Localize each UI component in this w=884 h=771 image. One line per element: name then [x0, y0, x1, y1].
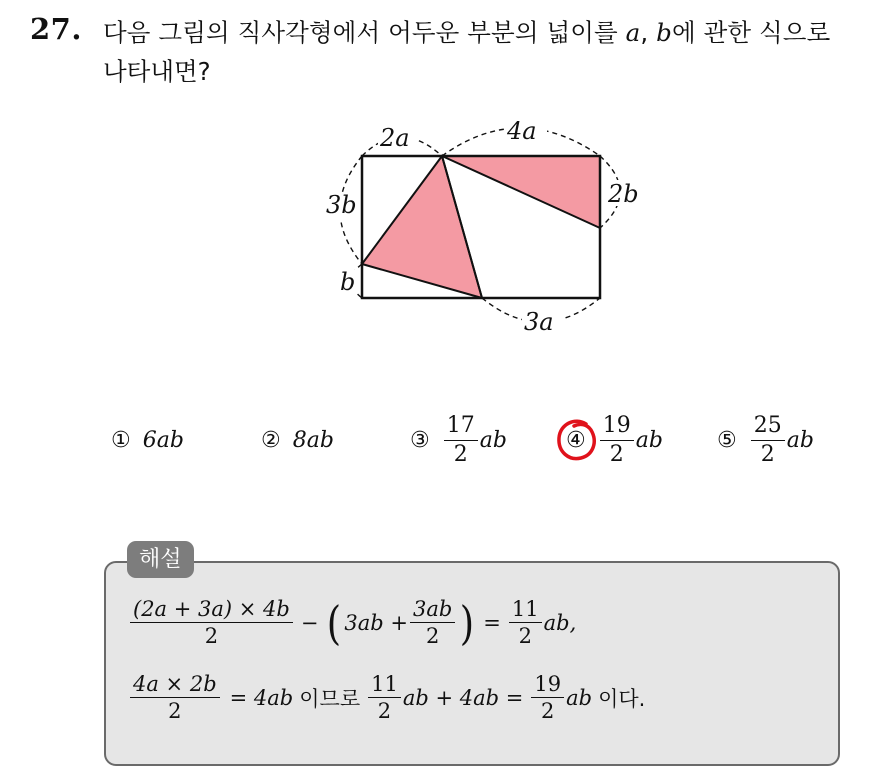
sol2-korean-1: 이므로: [299, 686, 361, 711]
label-left-lower: b: [340, 268, 356, 296]
shaded-triangle-top-right: [442, 156, 600, 228]
sol1-tail: ab,: [543, 610, 577, 635]
rectangle-figure: [300, 115, 639, 345]
sol2-f2-numerator: 11: [368, 672, 401, 698]
sol1-fraction-1: [130, 597, 293, 648]
question-text-start: 다음 그림의 직사각형에서 어두운 부분의 넓이를: [103, 18, 626, 47]
solution-line-2: [128, 672, 651, 723]
sol1-minus: −: [300, 610, 319, 635]
label-left-upper: 3b: [326, 191, 357, 219]
sol2-f3-numerator: 19: [531, 672, 564, 698]
sol1-inner-a: 3ab +: [344, 610, 409, 635]
answer-mark-circle: [555, 416, 601, 466]
question-comma: ,: [640, 18, 657, 47]
question-text-line1: [103, 14, 830, 49]
sol2-tail: ab: [566, 685, 593, 710]
sol1-fraction-3: [509, 597, 542, 648]
solution-box: [104, 561, 840, 766]
question-var-b: b: [656, 18, 672, 47]
sol1-f1-denominator: 2: [204, 624, 219, 649]
choice-2-value: 8ab: [292, 427, 334, 453]
choice-1-value: 6ab: [142, 427, 184, 453]
sol1-fraction-2: [410, 597, 455, 648]
choice-3[interactable]: [410, 408, 507, 472]
choice-4-fraction: [600, 413, 634, 467]
sol2-mid: ab + 4ab =: [402, 685, 524, 710]
choice-3-fraction: [444, 413, 478, 467]
sol2-f1-numerator: 4a × 2b: [130, 672, 220, 698]
choice-4-denominator: 2: [609, 441, 624, 467]
choice-1-marker: ①: [111, 427, 131, 453]
sol2-eq1: = 4ab: [229, 685, 294, 710]
sol1-equals: =: [483, 610, 501, 635]
choice-4-numerator: 19: [600, 413, 634, 440]
choice-3-suffix: ab: [479, 427, 507, 453]
sol2-fraction-3: [531, 672, 564, 723]
sol1-open-paren: (: [327, 595, 342, 650]
label-bottom: 3a: [524, 308, 554, 336]
choice-5-suffix: ab: [786, 427, 814, 453]
question-text-line2: 나타내면?: [103, 57, 211, 86]
sol2-korean-2: 이다.: [598, 686, 646, 711]
choice-3-marker: ③: [410, 427, 430, 453]
label-top-right: 4a: [507, 117, 537, 145]
question-number: 27.: [30, 12, 82, 46]
choice-5-denominator: 2: [760, 441, 775, 467]
sol1-f1-numerator: (2a + 3a) × 4b: [130, 597, 293, 623]
sol2-f3-denominator: 2: [541, 699, 555, 724]
sol1-f3-numerator: 11: [509, 597, 542, 623]
choice-3-denominator: 2: [453, 441, 468, 467]
sol2-f1-denominator: 2: [168, 699, 182, 724]
choice-1[interactable]: [111, 408, 184, 472]
sol1-f2-numerator: 3ab: [410, 597, 455, 623]
choice-5[interactable]: [717, 408, 814, 472]
choice-5-marker: ⑤: [717, 427, 737, 453]
question-var-a: a: [625, 18, 641, 47]
sol1-f2-denominator: 2: [425, 624, 440, 649]
choice-2[interactable]: [261, 408, 334, 472]
choice-4-marker: ④: [566, 427, 586, 453]
choice-5-fraction: [751, 413, 785, 467]
sol2-fraction-1: [130, 672, 220, 723]
sol1-f3-denominator: 2: [518, 624, 532, 649]
question-text-end: 에 관한 식으로: [671, 18, 831, 47]
label-right: 2b: [608, 180, 639, 208]
shaded-triangle-left: [362, 156, 482, 298]
sol1-close-paren: ): [460, 595, 475, 650]
choice-3-numerator: 17: [444, 413, 478, 440]
sol2-f2-denominator: 2: [377, 699, 392, 724]
sol2-fraction-2: [368, 672, 401, 723]
choice-2-marker: ②: [261, 427, 281, 453]
choice-4-suffix: ab: [635, 427, 663, 453]
label-top-left: 2a: [380, 124, 410, 152]
solution-tag: 해설: [127, 541, 194, 578]
solution-line-1: [128, 597, 576, 648]
choice-5-numerator: 25: [751, 413, 785, 440]
